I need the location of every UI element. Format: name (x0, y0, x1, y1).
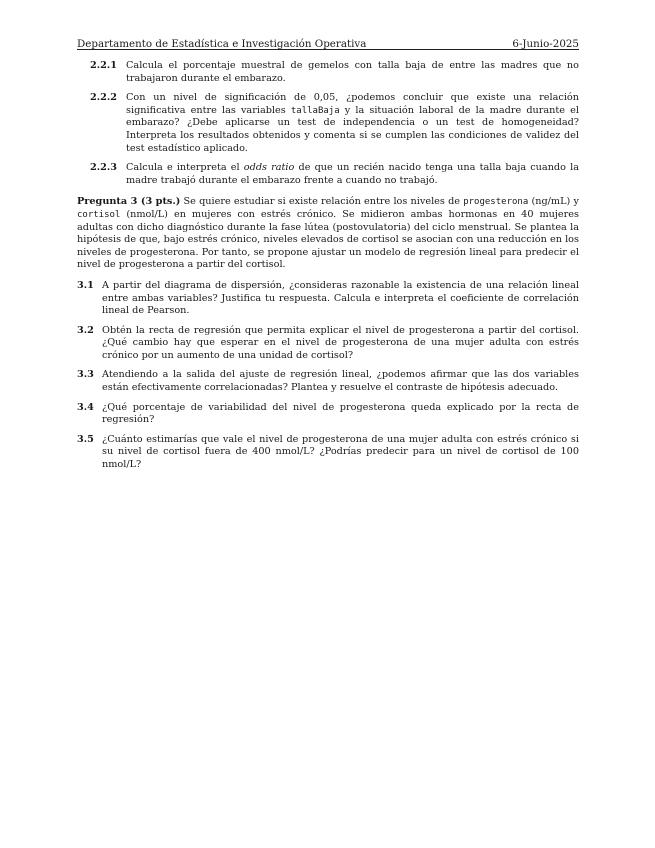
emphasis-term: odds ratio (243, 162, 295, 174)
subquestion-2-2-1 (90, 60, 579, 85)
item-text: Atendiendo a la salida del ajuste de regresión lineal, ¿podemos afirmar que las dos variables están efectivamente correlacionadas? Plantea y resuelve el contraste de hipótesis adecuado. (102, 369, 579, 394)
item-3-1 (77, 280, 579, 318)
question-text: (ng/mL) y (528, 196, 579, 208)
question-3-items (77, 280, 579, 472)
item-number: 3.2 (77, 324, 94, 336)
item-3-5 (77, 434, 579, 472)
subquestion-list (77, 60, 579, 187)
item-3-2 (77, 325, 579, 363)
item-3-3 (77, 369, 579, 394)
subquestion-text (126, 162, 579, 187)
variable-cortisol: cortisol (77, 209, 121, 220)
item-number: 3.3 (77, 369, 94, 381)
subquestion-text: Calcula el porcentaje muestral de gemelos con talla baja de entre las madres que no trabajaron durante el embarazo. (126, 60, 579, 84)
variable-progesterona: progesterona (463, 197, 529, 208)
item-text: A partir del diagrama de dispersión, ¿consideras razonable la existencia de una relación lineal entre ambas variables? Justifica tu respuesta. Calcula e interpreta el coeficiente de correlación lineal de Pearson. (102, 279, 579, 317)
item-3-4 (77, 402, 579, 427)
variable-name-code: tallaBaja (290, 105, 340, 116)
item-number: 3.5 (77, 433, 94, 445)
text-part: de que un recién nacido tenga una talla baja cuando la madre trabajó durante el embarazo frente a cuando no trabajó. (126, 162, 579, 186)
subquestion-2-2-3 (90, 162, 579, 187)
subquestion-text (126, 92, 579, 155)
text-part: Con un nivel de significación de 0,05, ¿podemos concluir que existe una relación significativa entre las variables (126, 92, 579, 116)
question-3 (77, 196, 579, 272)
item-number: 3.4 (77, 401, 94, 413)
question-text: (nmol/L) en mujeres con estrés crónico. Se midieron ambas hormonas en 40 mujeres adultas con dicho diagnóstico durante la fase lútea (postovulatoria) del ciclo menstrual. Se plantea la hipótesis de que, bajo estrés crónico, niveles elevados de cortisol se asocian con una reducción en los niveles de progesterona. Por tanto, se propone ajustar un modelo de regresión lineal para predecir el nivel de progesterona a partir del cortisol. (77, 208, 579, 271)
header-rule (77, 49, 579, 50)
question-text: Se quiere estudiar si existe relación entre los niveles de (180, 196, 464, 208)
exam-date: 6-Junio-2025 (512, 38, 579, 50)
question-label: Pregunta 3 (3 pts.) (77, 196, 181, 208)
text-part: Calcula e interpreta el (126, 162, 244, 174)
item-text: Obtén la recta de regresión que permita explicar el nivel de progesterona a partir del cortisol. ¿Qué cambio hay que esperar en el nivel de progesterona de una mujer adulta con estrés crónico por un aumento de una unidad de cortisol? (102, 324, 579, 361)
subquestion-number: 2.2.1 (90, 60, 117, 71)
page-header (77, 36, 579, 50)
subquestion-2-2-2 (90, 92, 579, 155)
item-text: ¿Cuánto estimarías que vale el nivel de progesterona de una mujer adulta con estrés crónico si su nivel de cortisol fuera de 400 nmol/L? ¿Podrías predecir para un nivel de cortisol de 100 nmol/L? (102, 433, 579, 471)
item-number: 3.1 (77, 279, 94, 291)
subquestion-number: 2.2.3 (90, 162, 117, 174)
department-name: Departamento de Estadística e Investigación Operativa (77, 38, 367, 50)
item-text: ¿Qué porcentaje de variabilidad del nivel de progesterona queda explicado por la recta de regresión? (102, 401, 579, 426)
subquestion-number: 2.2.2 (90, 92, 117, 104)
page-body (77, 60, 579, 472)
text-part: y la situación laboral de la madre durante el embarazo? ¿Debe aplicarse un test de independencia o un test de homogeneidad? Interpreta los resultados obtenidos y comenta si se cumplen las condiciones de validez del test estadístico aplicado. (126, 104, 579, 154)
